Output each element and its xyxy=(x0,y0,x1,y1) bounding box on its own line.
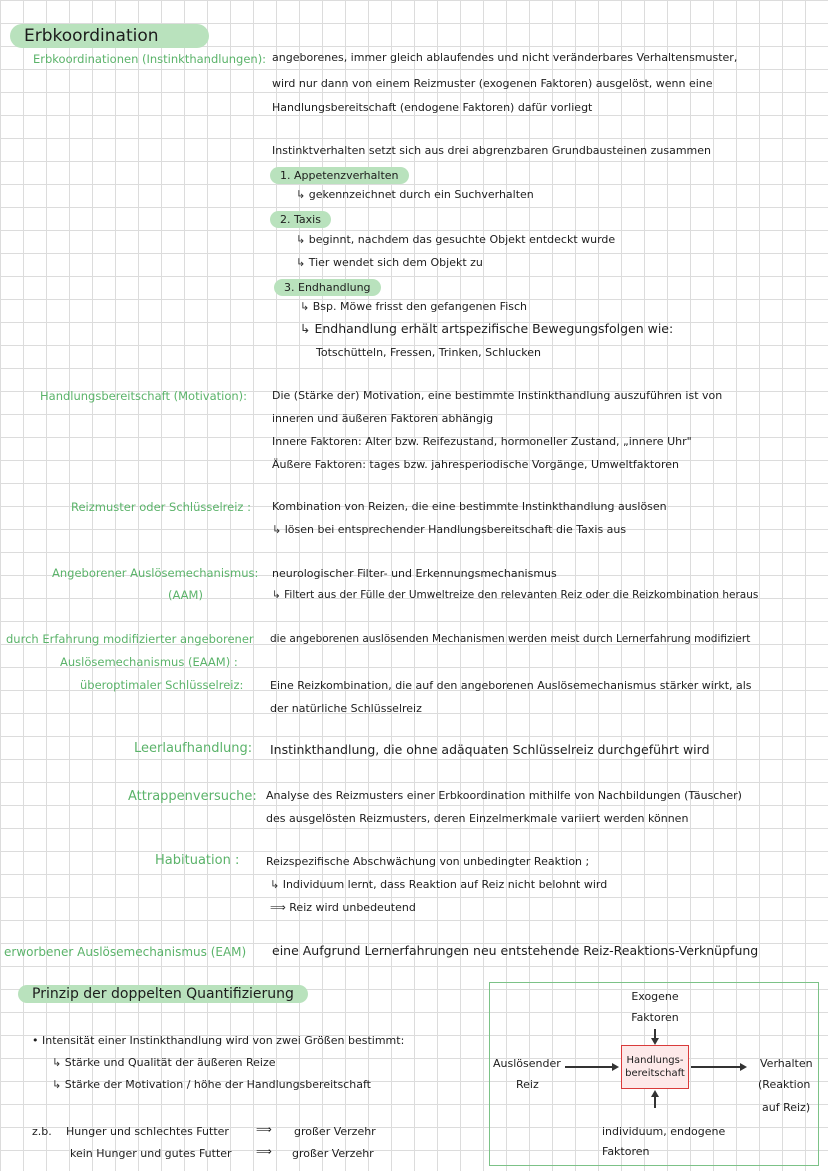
step3-detail-3: Totschütteln, Fressen, Trinken, Schlucken xyxy=(316,346,541,359)
term-aam-abbr: (AAM) xyxy=(168,588,203,602)
step-appetenz: 1. Appetenzverhalten xyxy=(270,167,409,184)
diagram-left-2: Reiz xyxy=(516,1078,539,1091)
implies-icon: ⟹ xyxy=(270,901,286,914)
intro-line: Instinktverhalten setzt sich aus drei abgrenzbaren Grundbausteinen zusammen xyxy=(272,144,711,157)
def-line-2: wird nur dann von einem Reizmuster (exogenen Faktoren) ausgelöst, wenn eine xyxy=(272,77,713,90)
ueberoptimal-line-2: der natürliche Schlüsselreiz xyxy=(270,702,422,715)
arrow-icon: ↳ xyxy=(300,300,310,313)
reizmuster-line-2: lösen bei entsprechender Handlungsbereitschaft die Taxis aus xyxy=(284,523,627,536)
diagram-right-2: (Reaktion xyxy=(758,1078,811,1091)
example-1-left: Hunger und schlechtes Futter xyxy=(66,1125,229,1138)
step-taxis: 2. Taxis xyxy=(270,211,331,228)
diagram-bottom-1: individuum, endogene xyxy=(602,1125,726,1138)
section-title-prinzip: Prinzip der doppelten Quantifizierung xyxy=(18,985,308,1003)
eaam-line: die angeborenen auslösenden Mechanismen werden meist durch Lernerfahrung modifiziert xyxy=(270,633,751,645)
prinzip-sub-1: Stärke und Qualität der äußeren Reize xyxy=(64,1056,276,1069)
page-title: Erbkoordination xyxy=(10,24,209,48)
arrow-icon: ↳ xyxy=(52,1056,62,1069)
habituation-line-2: Individuum lernt, dass Reaktion auf Reiz nicht belohnt wird xyxy=(282,878,608,891)
arrow-icon: ↳ xyxy=(270,878,280,891)
motivation-line-2: inneren und äußeren Faktoren abhängig xyxy=(272,412,494,425)
example-2-right: großer Verzehr xyxy=(292,1147,374,1160)
reizmuster-line-1: Kombination von Reizen, die eine bestimmte Instinkthandlung auslösen xyxy=(272,500,667,513)
term-reizmuster: Reizmuster oder Schlüsselreiz : xyxy=(71,500,251,514)
box-label-2: bereitschaft xyxy=(625,1068,685,1079)
term-ueberoptimal: überoptimaler Schlüsselreiz: xyxy=(80,678,244,692)
term-attrappen: Attrappenversuche: xyxy=(128,789,257,804)
term-eaam-2: Auslösemechanismus (EAAM) : xyxy=(60,655,238,669)
term-motivation: Handlungsbereitschaft (Motivation): xyxy=(40,389,248,403)
diagram-right-1: Verhalten xyxy=(760,1057,813,1070)
arrow-right-line xyxy=(565,1066,613,1068)
def-line-1: angeborenes, immer gleich ablaufendes und nicht veränderbares Verhaltensmuster, xyxy=(272,51,738,64)
step1-detail: gekennzeichnet durch ein Suchverhalten xyxy=(308,188,534,201)
diagram-top-2: Faktoren xyxy=(631,1011,679,1024)
arrow-icon: ↳ xyxy=(52,1078,62,1091)
motivation-line-3: Innere Faktoren: Alter bzw. Reifezustand, hormoneller Zustand, „innere Uhr" xyxy=(272,435,692,448)
motivation-line-1: Die (Stärke der) Motivation, eine bestimmte Instinkthandlung auszuführen ist von xyxy=(272,389,723,402)
attrappen-line-1: Analyse des Reizmusters einer Erbkoordination mithilfe von Nachbildungen (Täuscher) xyxy=(266,789,742,802)
arrow-right-icon xyxy=(740,1063,747,1071)
step3-detail-1: Bsp. Möwe frisst den gefangenen Fisch xyxy=(312,300,528,313)
motivation-line-4: Äußere Faktoren: tages bzw. jahresperiodische Vorgänge, Umweltfaktoren xyxy=(272,458,679,471)
implies-icon: ⟹ xyxy=(256,1123,272,1136)
term-eaam: durch Erfahrung modifizierter angeborener xyxy=(6,632,254,646)
arrow-icon: ↳ xyxy=(296,256,306,269)
step-endhandlung: 3. Endhandlung xyxy=(274,279,381,296)
diagram-bottom-2: Faktoren xyxy=(602,1145,650,1158)
arrow-right-line-2 xyxy=(691,1066,741,1068)
term-leerlauf: Leerlaufhandlung: xyxy=(134,741,253,756)
prinzip-bullet: Intensität einer Instinkthandlung wird von zwei Größen bestimmt: xyxy=(42,1034,405,1047)
example-2-left: kein Hunger und gutes Futter xyxy=(70,1147,232,1160)
term-eam: erworbener Auslösemechanismus (EAM) xyxy=(4,945,247,959)
arrow-down-icon xyxy=(651,1038,659,1045)
handlungsbereitschaft-box xyxy=(621,1045,689,1089)
box-label-1: Handlungs- xyxy=(626,1055,684,1066)
habituation-line-1: Reizspezifische Abschwächung von unbedingter Reaktion ; xyxy=(266,855,590,868)
diagram-top-1: Exogene xyxy=(631,990,679,1003)
aam-line-2: Filtert aus der Fülle der Umweltreize den relevanten Reiz oder die Reizkombination heraus xyxy=(284,589,759,601)
example-label: z.b. xyxy=(32,1125,52,1138)
attrappen-line-2: des ausgelösten Reizmusters, deren Einzelmerkmale variiert werden können xyxy=(266,812,689,825)
arrow-right-icon xyxy=(612,1063,619,1071)
implies-icon: ⟹ xyxy=(256,1145,272,1158)
ueberoptimal-line-1: Eine Reizkombination, die auf den angeborenen Auslösemechanismus stärker wirkt, als xyxy=(270,679,752,692)
bullet-icon: • xyxy=(32,1034,39,1047)
leerlauf-line: Instinkthandlung, die ohne adäquaten Schlüsselreiz durchgeführt wird xyxy=(270,742,710,757)
arrow-icon: ↳ xyxy=(272,589,281,601)
diagram-left-1: Auslösender xyxy=(493,1057,561,1070)
step3-detail-2: Endhandlung erhält artspezifische Bewegungsfolgen wie: xyxy=(314,321,674,336)
term-habituation: Habituation : xyxy=(155,853,240,868)
arrow-up-line xyxy=(654,1096,656,1108)
step2-detail-1: beginnt, nachdem das gesuchte Objekt entdeckt wurde xyxy=(308,233,616,246)
step2-detail-2: Tier wendet sich dem Objekt zu xyxy=(308,256,483,269)
prinzip-sub-2: Stärke der Motivation / höhe der Handlungsbereitschaft xyxy=(64,1078,371,1091)
def-line-3: Handlungsbereitschaft (endogene Faktoren) dafür vorliegt xyxy=(272,101,593,114)
term-erbkoordination: Erbkoordinationen (Instinkthandlungen): xyxy=(33,52,267,66)
term-aam: Angeborener Auslösemechanismus: xyxy=(52,566,259,580)
diagram-right-3: auf Reiz) xyxy=(762,1101,811,1114)
habituation-line-3: Reiz wird unbedeutend xyxy=(289,901,416,914)
eam-line: eine Aufgrund Lernerfahrungen neu entstehende Reiz-Reaktions-Verknüpfung xyxy=(272,943,759,958)
aam-line-1: neurologischer Filter- und Erkennungsmechanismus xyxy=(272,567,557,580)
arrow-icon: ↳ xyxy=(272,523,282,536)
example-1-right: großer Verzehr xyxy=(294,1125,376,1138)
arrow-icon: ↳ xyxy=(296,188,306,201)
arrow-icon: ↳ xyxy=(296,233,306,246)
arrow-icon: ↳ xyxy=(300,321,311,336)
